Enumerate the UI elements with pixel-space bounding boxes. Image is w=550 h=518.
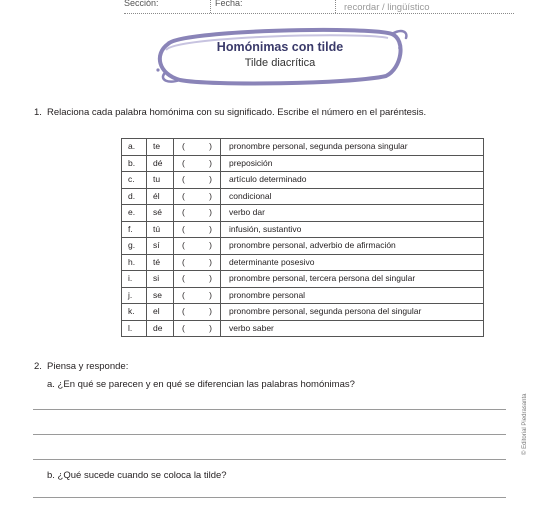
answer-parenthesis[interactable] [174,155,221,172]
table-row [122,188,484,205]
question-a: a. ¿En qué se parecen y en qué se diferencian las palabras homónimas? [47,379,355,390]
answer-parenthesis[interactable] [174,139,221,156]
answer-line[interactable] [33,409,506,410]
row-letter: g. [122,238,147,255]
table-row [122,172,484,189]
row-word: de [147,320,174,337]
answer-line[interactable] [33,497,506,498]
row-meaning: verbo dar [221,205,484,222]
paren-close: ) [209,306,212,317]
answer-parenthesis[interactable] [174,254,221,271]
row-word: él [147,188,174,205]
row-word: dé [147,155,174,172]
row-meaning: pronombre personal [221,287,484,304]
row-word: el [147,304,174,321]
exercise-2-instruction: Piensa y responde: [47,361,129,372]
paren-close: ) [209,256,212,267]
row-word: te [147,139,174,156]
row-letter: f. [122,221,147,238]
answer-parenthesis[interactable] [174,271,221,288]
answer-parenthesis[interactable] [174,287,221,304]
paren-close: ) [209,223,212,234]
exercise-2-number: 2. [34,361,42,372]
row-letter: l. [122,320,147,337]
answer-line[interactable] [33,434,506,435]
row-meaning: infusión, sustantivo [221,221,484,238]
row-letter: d. [122,188,147,205]
paren-close: ) [209,240,212,251]
paren-close: ) [209,273,212,284]
row-word: sé [147,205,174,222]
row-meaning: pronombre personal, segunda persona singular [221,139,484,156]
paren-open: ( [182,207,185,218]
exercise-1-number: 1. [34,107,42,118]
row-meaning: pronombre personal, tercera persona del singular [221,271,484,288]
paren-open: ( [182,190,185,201]
paren-open: ( [182,141,185,152]
row-meaning: pronombre personal, adverbio de afirmación [221,238,484,255]
paren-close: ) [209,141,212,152]
row-letter: h. [122,254,147,271]
paren-close: ) [209,289,212,300]
table-row [122,205,484,222]
answer-parenthesis[interactable] [174,304,221,321]
paren-open: ( [182,240,185,251]
row-word: té [147,254,174,271]
paren-open: ( [182,223,185,234]
answer-line[interactable] [33,459,506,460]
paren-close: ) [209,157,212,168]
question-b: b. ¿Qué sucede cuando se coloca la tilde? [47,470,227,481]
answer-parenthesis[interactable] [174,205,221,222]
paren-open: ( [182,256,185,267]
row-word: tu [147,172,174,189]
row-word: tú [147,221,174,238]
table-row [122,320,484,337]
paren-close: ) [209,207,212,218]
table-row [122,254,484,271]
answer-parenthesis[interactable] [174,172,221,189]
row-meaning: determinante posesivo [221,254,484,271]
section-label: Sección: [124,0,159,8]
paren-open: ( [182,157,185,168]
answer-parenthesis[interactable] [174,221,221,238]
table-row [122,155,484,172]
header-rule [124,13,514,14]
row-word: si [147,271,174,288]
row-word: sí [147,238,174,255]
title-frame-decoration [150,24,410,86]
paren-close: ) [209,174,212,185]
row-word: se [147,287,174,304]
table-row [122,287,484,304]
row-letter: i. [122,271,147,288]
paren-open: ( [182,322,185,333]
row-meaning: condicional [221,188,484,205]
table-row [122,139,484,156]
paren-close: ) [209,322,212,333]
homonym-table [121,138,484,337]
table-row [122,238,484,255]
title-frame [150,24,410,86]
page-title: Homónimas con tilde [216,40,344,54]
table-row [122,304,484,321]
row-letter: j. [122,287,147,304]
date-label: Fecha: [215,0,243,8]
row-meaning: artículo determinado [221,172,484,189]
publisher-credit: © Editorial Piedrasanta [522,393,528,455]
row-letter: a. [122,139,147,156]
table-row [122,221,484,238]
paren-close: ) [209,190,212,201]
row-meaning: preposición [221,155,484,172]
header-divider [335,0,336,13]
answer-parenthesis[interactable] [174,238,221,255]
answer-parenthesis[interactable] [174,188,221,205]
header-divider [210,0,211,13]
row-letter: b. [122,155,147,172]
paren-open: ( [182,289,185,300]
row-meaning: pronombre personal, segunda persona del singular [221,304,484,321]
paren-open: ( [182,273,185,284]
header-hint: recordar / lingüístico [344,2,430,13]
row-letter: k. [122,304,147,321]
table-row [122,271,484,288]
answer-parenthesis[interactable] [174,320,221,337]
row-meaning: verbo saber [221,320,484,337]
paren-open: ( [182,174,185,185]
row-letter: c. [122,172,147,189]
paren-open: ( [182,306,185,317]
page-subtitle: Tilde diacrítica [244,57,316,69]
exercise-1-instruction: Relaciona cada palabra homónima con su significado. Escribe el número en el paréntesis. [47,107,427,118]
row-letter: e. [122,205,147,222]
